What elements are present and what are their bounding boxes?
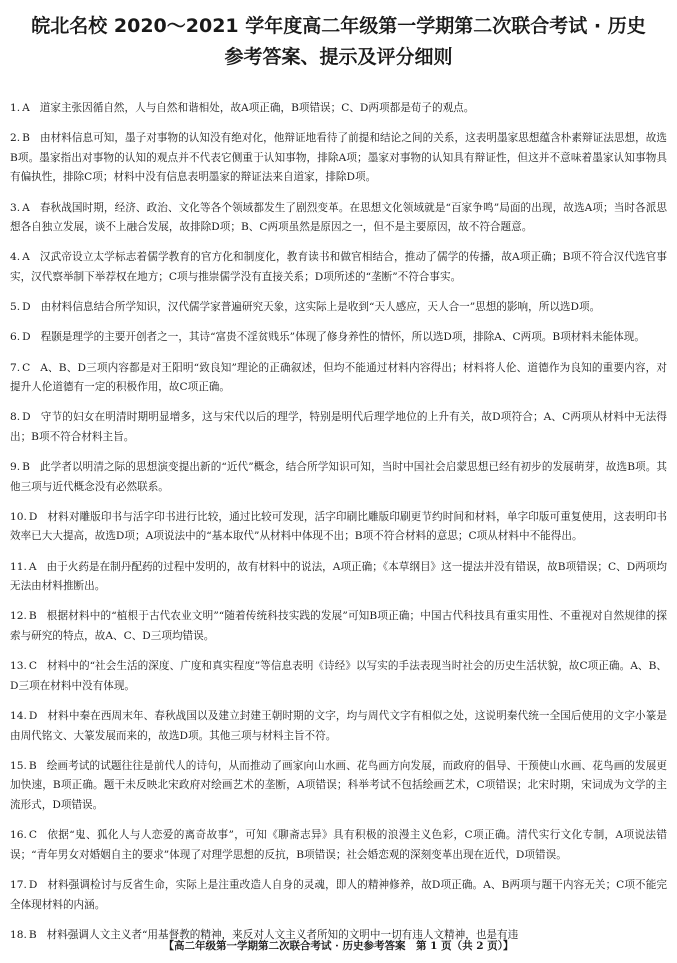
item-explanation: 材料强调检讨与反省生命，实际上是注重改造人自身的灵魂，即人的精神修养，故D项正确。A、B两项与题干内容无关；C项不能完全体现材料的内涵。 xyxy=(10,878,667,911)
item-explanation: 道家主张因循自然，人与自然和谐相处，故A项正确，B项错误；C、D两项都是荀子的观点。 xyxy=(39,102,475,114)
answer-item xyxy=(10,657,667,696)
item-explanation: 程颢是理学的主要开创者之一，其诗“富贵不淫贫贱乐”体现了修身养性的情怀，所以选D项，排除A、C两项。B项材料未能体现。 xyxy=(40,331,645,344)
answer-item xyxy=(10,359,667,398)
item-number: 17. xyxy=(10,878,27,891)
item-explanation: 此学者以明清之际的思想演变提出新的“近代”概念，结合所学知识可知，当时中国社会启蒙思想已经有初步的发展萌芽，故选B项。其他三项与近代概念没有必然联系。 xyxy=(10,461,667,493)
item-answer: C xyxy=(28,829,37,842)
item-answer: B xyxy=(28,610,37,623)
item-answer: A xyxy=(28,560,37,573)
item-explanation: 材料中的“社会生活的深度、广度和真实程度”等信息表明《诗经》以写实的手法表现当时社会的历史生活状貌，故C项正确。A、B、D三项在材料中没有体现。 xyxy=(10,660,667,692)
page-subtitle: 参考答案、提示及评分细则 xyxy=(224,46,453,68)
answer-item xyxy=(10,99,667,119)
item-number: 18. xyxy=(10,928,27,941)
answer-item xyxy=(10,458,667,497)
item-answer: B xyxy=(22,132,30,145)
item-answer: A xyxy=(22,102,30,114)
page-title: 皖北名校 2020～2021 学年度高二年级第一学期第二次联合考试 · 历史 xyxy=(31,15,646,37)
item-explanation: 守节的妇女在明清时期明显增多，这与宋代以后的理学，特别是明代后理学地位的上升有关，故D项符合；A、C两项从材料中无法得出；B项不符合材料主旨。 xyxy=(10,411,667,443)
item-answer: A xyxy=(22,251,30,264)
item-answer: D xyxy=(22,331,31,344)
answer-list xyxy=(10,99,667,948)
item-explanation: 汉武帝设立太学标志着儒学教育的官方化和制度化，教育读书和做官相结合，推动了儒学的传播，故A项正确；B项不符合汉代选官事实，汉代察举制下举荐权在地方；C项与推崇儒学没有直接关系；D项所述的“垄断”不符合事实。 xyxy=(10,251,667,283)
answer-item xyxy=(10,129,667,188)
answer-item xyxy=(10,408,667,447)
answer-item xyxy=(10,876,667,915)
answer-item xyxy=(10,707,667,746)
item-explanation: 材料中秦在西周末年、春秋战国以及建立封建王朝时期的文字，均与周代文字有相似之处，这说明秦代统一全国后使用的文字小篆是由周代铭文、大篆发展而来的，故选D项。其他三项与材料主旨不符。 xyxy=(10,709,667,742)
item-answer: D xyxy=(22,411,31,424)
item-answer: B xyxy=(28,759,37,772)
item-answer: B xyxy=(22,461,30,474)
item-explanation: 由于火药是在制丹配药的过程中发明的，故有材料中的说法，A项正确；《本草纲目》这一提法并没有错误，故B项错误；C、D两项均无法由材料推断出。 xyxy=(10,560,667,593)
item-number: 13. xyxy=(10,660,27,673)
item-explanation: 由材料信息结合所学知识，汉代儒学家普遍研究天象，这实际上是收到“天人感应，天人合一”思想的影响，所以选D项。 xyxy=(40,301,601,314)
answer-item xyxy=(10,558,667,597)
item-explanation: 材料强调人文主义者“用基督教的精神，来反对人文主义者所知的文明中一切有违人文精神，也是有违 xyxy=(46,928,519,941)
answer-item xyxy=(10,757,667,816)
item-number: 12. xyxy=(10,610,27,623)
item-number: 1. xyxy=(10,102,21,114)
item-number: 11. xyxy=(10,560,27,573)
item-number: 6. xyxy=(10,331,21,344)
answer-item xyxy=(10,826,667,865)
answer-item xyxy=(10,298,667,318)
item-explanation: 根据材料中的“植根于古代农业文明”“随着传统科技实践的发展”可知B项正确；中国古代科技具有重实用性、不重视对自然规律的探索与研究的特点，故A、C、D三项均错误。 xyxy=(10,610,667,642)
answer-item xyxy=(10,328,667,348)
item-number: 5. xyxy=(10,301,21,314)
item-number: 10. xyxy=(10,510,27,523)
item-explanation: 绘画考试的试题往往是前代人的诗句，从而推动了画家向山水画、花鸟画方向发展，而政府的倡导、干预使山水画、花鸟画的发展更加快速，B项正确。题干未反映北宋政府对绘画艺术的垄断，A项错误；科举考试不包括绘画艺术，C项错误；北宋时期，宋词成为文学的主流形式，D项错误。 xyxy=(10,759,667,811)
item-explanation: 春秋战国时期，经济、政治、文化等各个领域都发生了剧烈变革。在思想文化领域就是“百家争鸣”局面的出现，故选A项；当时各派思想各自独立发展，谈不上融合发展，故排除D项；B、C两项虽然是原因之一，但不是主要原因，故不符合题意。 xyxy=(10,201,667,234)
answer-item xyxy=(10,607,667,646)
item-number: 14. xyxy=(10,709,27,722)
item-answer: D xyxy=(22,301,31,314)
item-number: 16. xyxy=(10,829,27,842)
item-number: 4. xyxy=(10,251,21,264)
item-number: 2. xyxy=(10,132,21,145)
item-number: 3. xyxy=(10,201,21,214)
item-answer: D xyxy=(28,510,38,523)
item-answer: D xyxy=(28,709,38,722)
item-answer: C xyxy=(22,361,31,374)
item-explanation: 材料对雕版印书与活字印书进行比较，通过比较可发现，活字印刷比雕版印刷更节约时间和材料，单字印版可重复使用，这表明印书效率已大大提高，故选D项；A项说法中的“基本取代”从材料中体现不出；B项不符合材料的意思；C项从材料中不能得出。 xyxy=(10,510,667,543)
page-footer: 【高二年级第一学期第二次联合考试 · 历史参考答案 第 1 页（共 2 页）】 xyxy=(163,940,514,952)
item-number: 7. xyxy=(10,361,21,374)
item-answer: D xyxy=(28,878,38,891)
answer-item xyxy=(10,248,667,287)
item-answer: A xyxy=(22,201,30,214)
item-number: 15. xyxy=(10,759,27,772)
item-number: 9. xyxy=(10,461,21,474)
item-explanation: A、B、D三项内容都是对王阳明“致良知”理论的正确叙述，但均不能通过材料内容得出；材料将人伦、道德作为良知的重要内容，对提升人伦道德有一定的积极作用，故C项正确。 xyxy=(10,361,667,394)
item-answer: C xyxy=(28,660,37,673)
item-explanation: 由材料信息可知，墨子对事物的认知没有绝对化，他辩证地看待了前提和结论之间的关系，这表明墨家思想蕴含朴素辩证法思想，故选B项。墨家指出对事物的认知的观点并不代表它侧重于认知事物，排除A项；墨家对事物的认知具有辩证性，但这并不意味着墨家认知事物具有偏执性，排除C项；材料中没有信息表明墨家的辩证法来自道家，排除D项。 xyxy=(10,132,667,184)
item-number: 8. xyxy=(10,411,21,424)
item-explanation: 依据“鬼、狐化人与人恋爱的离奇故事”，可知《聊斋志异》具有积极的浪漫主义色彩，C项正确。清代实行文化专制，A项说法错误；“青年男女对婚姻自主的要求”体现了对理学思想的反抗，B项错误；社会婚恋观的深刻变革出现在近代，D项错误。 xyxy=(10,829,667,861)
answer-item xyxy=(10,508,667,547)
item-answer: B xyxy=(28,928,37,941)
answer-item xyxy=(10,199,667,238)
